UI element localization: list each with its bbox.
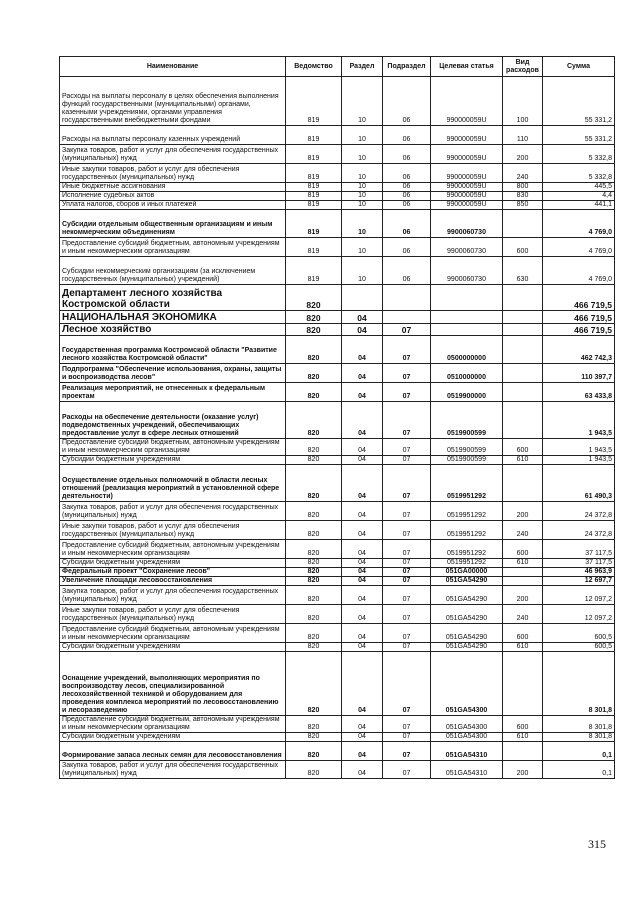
cell-razdel: 04 bbox=[342, 605, 383, 624]
cell-target-article: 0519951292 bbox=[431, 521, 503, 540]
cell-target-article: 990000059U bbox=[431, 192, 503, 201]
cell-vedomstvo: 820 bbox=[286, 285, 342, 311]
table-row bbox=[60, 145, 615, 164]
cell-podrazdel: 07 bbox=[383, 364, 431, 383]
cell-podrazdel: 07 bbox=[383, 540, 431, 559]
cell-podrazdel: 07 bbox=[383, 383, 431, 402]
cell-sum: 4,4 bbox=[543, 192, 615, 201]
cell-target-article: 0519900000 bbox=[431, 383, 503, 402]
table-row bbox=[60, 465, 615, 502]
cell-razdel: 04 bbox=[342, 521, 383, 540]
table-row bbox=[60, 77, 615, 126]
cell-expense-type bbox=[503, 383, 543, 402]
cell-podrazdel: 07 bbox=[383, 643, 431, 652]
table-row bbox=[60, 652, 615, 716]
cell-name: Исполнение судебных актов bbox=[60, 192, 286, 201]
cell-target-article: 0519951292 bbox=[431, 559, 503, 568]
cell-podrazdel: 07 bbox=[383, 761, 431, 779]
cell-target-article: 9900060730 bbox=[431, 238, 503, 257]
table-row bbox=[60, 742, 615, 761]
cell-sum: 466 719,5 bbox=[543, 285, 615, 311]
cell-sum: 0,1 bbox=[543, 761, 615, 779]
table-row bbox=[60, 238, 615, 257]
col-podrazdel-header: Подраздел bbox=[383, 57, 431, 77]
cell-expense-type bbox=[503, 285, 543, 311]
table-row bbox=[60, 383, 615, 402]
table-row bbox=[60, 568, 615, 577]
cell-target-article: 990000059U bbox=[431, 164, 503, 183]
cell-name: Федеральный проект "Сохранение лесов" bbox=[60, 568, 286, 577]
cell-expense-type: 830 bbox=[503, 192, 543, 201]
cell-expense-type: 600 bbox=[503, 439, 543, 456]
cell-vedomstvo: 819 bbox=[286, 257, 342, 285]
cell-razdel: 04 bbox=[342, 643, 383, 652]
cell-vedomstvo: 820 bbox=[286, 742, 342, 761]
page-number: 315 bbox=[588, 837, 606, 851]
cell-vedomstvo: 820 bbox=[286, 439, 342, 456]
cell-target-article: 051GA54290 bbox=[431, 586, 503, 605]
cell-vedomstvo: 820 bbox=[286, 456, 342, 465]
col-target-article-header: Целевая статья bbox=[431, 57, 503, 77]
cell-podrazdel: 07 bbox=[383, 402, 431, 439]
cell-razdel: 04 bbox=[342, 383, 383, 402]
table-row bbox=[60, 586, 615, 605]
cell-razdel: 10 bbox=[342, 238, 383, 257]
cell-sum: 462 742,3 bbox=[543, 336, 615, 364]
cell-podrazdel: 06 bbox=[383, 183, 431, 192]
cell-sum: 600,5 bbox=[543, 643, 615, 652]
cell-podrazdel: 07 bbox=[383, 521, 431, 540]
cell-sum: 441,1 bbox=[543, 201, 615, 210]
cell-expense-type: 100 bbox=[503, 77, 543, 126]
cell-vedomstvo: 819 bbox=[286, 201, 342, 210]
cell-podrazdel: 07 bbox=[383, 577, 431, 586]
cell-podrazdel: 06 bbox=[383, 257, 431, 285]
cell-sum: 445,5 bbox=[543, 183, 615, 192]
table-row bbox=[60, 257, 615, 285]
table-header bbox=[60, 57, 615, 77]
cell-podrazdel: 07 bbox=[383, 568, 431, 577]
cell-podrazdel: 07 bbox=[383, 742, 431, 761]
cell-name: Расходы на обеспечение деятельности (оказание услуг) подведомственных учреждений, обеспечивающих предоставление услуг в сфере лесных отношений bbox=[60, 402, 286, 439]
cell-podrazdel: 07 bbox=[383, 502, 431, 521]
cell-vedomstvo: 820 bbox=[286, 716, 342, 733]
cell-razdel: 10 bbox=[342, 192, 383, 201]
cell-vedomstvo: 819 bbox=[286, 210, 342, 238]
cell-name: Закупка товаров, работ и услуг для обеспечения государственных (муниципальных) нужд bbox=[60, 586, 286, 605]
cell-vedomstvo: 819 bbox=[286, 77, 342, 126]
cell-razdel: 04 bbox=[342, 733, 383, 742]
cell-name: Иные бюджетные ассигнования bbox=[60, 183, 286, 192]
cell-sum: 1 943,5 bbox=[543, 456, 615, 465]
cell-sum: 8 301,8 bbox=[543, 716, 615, 733]
cell-expense-type bbox=[503, 311, 543, 324]
cell-podrazdel: 07 bbox=[383, 586, 431, 605]
cell-podrazdel bbox=[383, 311, 431, 324]
cell-expense-type: 800 bbox=[503, 183, 543, 192]
cell-name: Иные закупки товаров, работ и услуг для обеспечения государственных (муниципальных) нужд bbox=[60, 164, 286, 183]
cell-podrazdel: 07 bbox=[383, 559, 431, 568]
cell-razdel: 04 bbox=[342, 336, 383, 364]
cell-sum: 24 372,8 bbox=[543, 521, 615, 540]
cell-razdel: 04 bbox=[342, 402, 383, 439]
cell-expense-type: 850 bbox=[503, 201, 543, 210]
cell-target-article: 9900060730 bbox=[431, 210, 503, 238]
cell-name: Субсидии бюджетным учреждениям bbox=[60, 456, 286, 465]
table-row bbox=[60, 311, 615, 324]
cell-razdel: 04 bbox=[342, 502, 383, 521]
table-row bbox=[60, 285, 615, 311]
cell-vedomstvo: 819 bbox=[286, 192, 342, 201]
cell-podrazdel: 06 bbox=[383, 210, 431, 238]
table-row bbox=[60, 643, 615, 652]
cell-sum: 110 397,7 bbox=[543, 364, 615, 383]
cell-expense-type: 610 bbox=[503, 643, 543, 652]
cell-razdel: 04 bbox=[342, 364, 383, 383]
cell-name: Субсидии некоммерческим организациям (за исключением государственных (муниципальных) учреждений) bbox=[60, 257, 286, 285]
cell-podrazdel: 07 bbox=[383, 733, 431, 742]
cell-target-article: 0519900599 bbox=[431, 439, 503, 456]
cell-vedomstvo: 819 bbox=[286, 145, 342, 164]
cell-expense-type bbox=[503, 336, 543, 364]
cell-sum: 61 490,3 bbox=[543, 465, 615, 502]
cell-expense-type: 600 bbox=[503, 238, 543, 257]
table-row bbox=[60, 577, 615, 586]
cell-name: Расходы на выплаты персоналу в целях обеспечения выполнения функций государственными (муниципальными) органами, казенными учреждениями, органами управления государственными внебюджетными фондами bbox=[60, 77, 286, 126]
cell-vedomstvo: 820 bbox=[286, 465, 342, 502]
cell-target-article: 0519951292 bbox=[431, 465, 503, 502]
table-row bbox=[60, 201, 615, 210]
cell-name: Субсидии бюджетным учреждениям bbox=[60, 559, 286, 568]
cell-expense-type: 600 bbox=[503, 624, 543, 643]
cell-expense-type bbox=[503, 210, 543, 238]
cell-sum: 55 331,2 bbox=[543, 77, 615, 126]
cell-podrazdel: 07 bbox=[383, 456, 431, 465]
cell-target-article: 051GA54300 bbox=[431, 733, 503, 742]
cell-expense-type bbox=[503, 568, 543, 577]
cell-name: Оснащение учреждений, выполняющих мероприятия по воспроизводству лесов, специализированной лесохозяйственной техникой и оборудованием для проведения комплекса мероприятий по лесовосстановлению и лесоразведению bbox=[60, 652, 286, 716]
cell-expense-type: 600 bbox=[503, 540, 543, 559]
cell-razdel: 04 bbox=[342, 742, 383, 761]
cell-sum: 46 963,9 bbox=[543, 568, 615, 577]
cell-sum: 55 331,2 bbox=[543, 126, 615, 145]
cell-target-article: 0519951292 bbox=[431, 540, 503, 559]
cell-podrazdel: 07 bbox=[383, 465, 431, 502]
cell-name: Увеличение площади лесовосстановления bbox=[60, 577, 286, 586]
cell-expense-type bbox=[503, 742, 543, 761]
col-name-header: Наименование bbox=[60, 57, 286, 77]
cell-target-article: 990000059U bbox=[431, 201, 503, 210]
cell-razdel: 10 bbox=[342, 210, 383, 238]
cell-target-article: 0500000000 bbox=[431, 336, 503, 364]
cell-sum: 1 943,5 bbox=[543, 439, 615, 456]
cell-name: Закупка товаров, работ и услуг для обеспечения государственных (муниципальных) нужд bbox=[60, 761, 286, 779]
cell-podrazdel: 06 bbox=[383, 164, 431, 183]
cell-expense-type: 200 bbox=[503, 145, 543, 164]
cell-vedomstvo: 820 bbox=[286, 559, 342, 568]
table-row bbox=[60, 521, 615, 540]
cell-sum: 37 117,5 bbox=[543, 540, 615, 559]
cell-name: Расходы на выплаты персоналу казенных учреждений bbox=[60, 126, 286, 145]
cell-vedomstvo: 819 bbox=[286, 238, 342, 257]
col-razdel-header: Раздел bbox=[342, 57, 383, 77]
cell-name: Закупка товаров, работ и услуг для обеспечения государственных (муниципальных) нужд bbox=[60, 502, 286, 521]
cell-target-article bbox=[431, 285, 503, 311]
cell-podrazdel: 07 bbox=[383, 652, 431, 716]
table-row bbox=[60, 502, 615, 521]
cell-razdel: 10 bbox=[342, 257, 383, 285]
cell-expense-type bbox=[503, 652, 543, 716]
cell-podrazdel: 06 bbox=[383, 192, 431, 201]
cell-sum: 0,1 bbox=[543, 742, 615, 761]
cell-podrazdel: 07 bbox=[383, 336, 431, 364]
cell-expense-type bbox=[503, 324, 543, 336]
cell-name: Субсидии отдельным общественным организациям и иным некоммерческим объединениям bbox=[60, 210, 286, 238]
cell-vedomstvo: 820 bbox=[286, 761, 342, 779]
cell-vedomstvo: 820 bbox=[286, 383, 342, 402]
cell-razdel: 04 bbox=[342, 577, 383, 586]
cell-target-article: 9900060730 bbox=[431, 257, 503, 285]
table-row bbox=[60, 456, 615, 465]
table-row bbox=[60, 761, 615, 779]
table-row bbox=[60, 126, 615, 145]
cell-name: Осуществление отдельных полномочий в области лесных отношений (реализация мероприятий в установленной сфере деятельности) bbox=[60, 465, 286, 502]
cell-razdel: 04 bbox=[342, 761, 383, 779]
cell-name: Предоставление субсидий бюджетным, автономным учреждениям и иным некоммерческим организациям bbox=[60, 716, 286, 733]
cell-target-article: 0510000000 bbox=[431, 364, 503, 383]
cell-target-article: 051GA54310 bbox=[431, 742, 503, 761]
cell-podrazdel: 07 bbox=[383, 605, 431, 624]
cell-expense-type: 240 bbox=[503, 164, 543, 183]
cell-expense-type: 240 bbox=[503, 605, 543, 624]
table-row bbox=[60, 559, 615, 568]
header-row bbox=[60, 57, 615, 77]
cell-sum: 466 719,5 bbox=[543, 324, 615, 336]
cell-target-article: 990000059U bbox=[431, 126, 503, 145]
cell-name: Департамент лесного хозяйства Костромской области bbox=[60, 285, 286, 311]
cell-sum: 8 301,8 bbox=[543, 652, 615, 716]
cell-target-article: 051GA54290 bbox=[431, 577, 503, 586]
cell-razdel: 04 bbox=[342, 311, 383, 324]
table-row bbox=[60, 605, 615, 624]
table-row bbox=[60, 364, 615, 383]
cell-name: Подпрограмма "Обеспечение использования, охраны, защиты и воспроизводства лесов" bbox=[60, 364, 286, 383]
cell-podrazdel: 07 bbox=[383, 624, 431, 643]
cell-name: Иные закупки товаров, работ и услуг для обеспечения государственных (муниципальных) нужд bbox=[60, 605, 286, 624]
table-row bbox=[60, 624, 615, 643]
cell-razdel: 04 bbox=[342, 559, 383, 568]
cell-vedomstvo: 820 bbox=[286, 624, 342, 643]
cell-sum: 5 332,8 bbox=[543, 145, 615, 164]
cell-vedomstvo: 819 bbox=[286, 183, 342, 192]
cell-podrazdel: 06 bbox=[383, 238, 431, 257]
cell-razdel: 04 bbox=[342, 568, 383, 577]
cell-name: Предоставление субсидий бюджетным, автономным учреждениям и иным некоммерческим организациям bbox=[60, 540, 286, 559]
cell-razdel: 10 bbox=[342, 126, 383, 145]
cell-razdel: 10 bbox=[342, 183, 383, 192]
cell-name: Уплата налогов, сборов и иных платежей bbox=[60, 201, 286, 210]
cell-sum: 8 301,8 bbox=[543, 733, 615, 742]
cell-name: НАЦИОНАЛЬНАЯ ЭКОНОМИКА bbox=[60, 311, 286, 324]
cell-razdel: 04 bbox=[342, 465, 383, 502]
cell-name: Субсидии бюджетным учреждениям bbox=[60, 733, 286, 742]
cell-target-article: 990000059U bbox=[431, 183, 503, 192]
cell-razdel: 04 bbox=[342, 324, 383, 336]
cell-razdel: 04 bbox=[342, 624, 383, 643]
cell-razdel: 04 bbox=[342, 586, 383, 605]
cell-target-article: 051GA54300 bbox=[431, 652, 503, 716]
cell-podrazdel: 06 bbox=[383, 126, 431, 145]
col-vedomstvo-header: Ведомство bbox=[286, 57, 342, 77]
cell-sum: 466 719,5 bbox=[543, 311, 615, 324]
cell-podrazdel: 06 bbox=[383, 77, 431, 126]
cell-sum: 37 117,5 bbox=[543, 559, 615, 568]
cell-target-article: 0519900599 bbox=[431, 402, 503, 439]
cell-vedomstvo: 820 bbox=[286, 577, 342, 586]
table-row bbox=[60, 324, 615, 336]
cell-name: Закупка товаров, работ и услуг для обеспечения государственных (муниципальных) нужд bbox=[60, 145, 286, 164]
cell-expense-type: 240 bbox=[503, 521, 543, 540]
table-row bbox=[60, 192, 615, 201]
table-row bbox=[60, 716, 615, 733]
cell-name: Формирование запаса лесных семян для лесовосстановления bbox=[60, 742, 286, 761]
cell-sum: 12 097,2 bbox=[543, 605, 615, 624]
cell-name: Предоставление субсидий бюджетным, автономным учреждениям и иным некоммерческим организациям bbox=[60, 238, 286, 257]
cell-vedomstvo: 820 bbox=[286, 364, 342, 383]
cell-razdel: 10 bbox=[342, 201, 383, 210]
cell-vedomstvo: 820 bbox=[286, 733, 342, 742]
cell-expense-type bbox=[503, 402, 543, 439]
cell-expense-type: 110 bbox=[503, 126, 543, 145]
cell-razdel: 10 bbox=[342, 77, 383, 126]
cell-sum: 5 332,8 bbox=[543, 164, 615, 183]
cell-name: Иные закупки товаров, работ и услуг для обеспечения государственных (муниципальных) нужд bbox=[60, 521, 286, 540]
table-row bbox=[60, 164, 615, 183]
cell-podrazdel: 07 bbox=[383, 716, 431, 733]
cell-expense-type: 610 bbox=[503, 733, 543, 742]
cell-vedomstvo: 820 bbox=[286, 652, 342, 716]
cell-name: Предоставление субсидий бюджетным, автономным учреждениям и иным некоммерческим организациям bbox=[60, 439, 286, 456]
cell-expense-type: 600 bbox=[503, 716, 543, 733]
cell-vedomstvo: 820 bbox=[286, 643, 342, 652]
cell-target-article: 990000059U bbox=[431, 77, 503, 126]
cell-razdel: 04 bbox=[342, 652, 383, 716]
cell-name: Предоставление субсидий бюджетным, автономным учреждениям и иным некоммерческим организациям bbox=[60, 624, 286, 643]
cell-sum: 4 769,0 bbox=[543, 257, 615, 285]
cell-podrazdel: 07 bbox=[383, 324, 431, 336]
cell-podrazdel bbox=[383, 285, 431, 311]
cell-sum: 12 097,2 bbox=[543, 586, 615, 605]
cell-target-article bbox=[431, 311, 503, 324]
cell-vedomstvo: 819 bbox=[286, 126, 342, 145]
cell-razdel: 04 bbox=[342, 540, 383, 559]
cell-expense-type: 610 bbox=[503, 456, 543, 465]
table-row bbox=[60, 540, 615, 559]
cell-sum: 63 433,8 bbox=[543, 383, 615, 402]
cell-vedomstvo: 820 bbox=[286, 311, 342, 324]
cell-vedomstvo: 819 bbox=[286, 164, 342, 183]
cell-razdel: 10 bbox=[342, 145, 383, 164]
table-row bbox=[60, 402, 615, 439]
cell-target-article: 051GA54290 bbox=[431, 624, 503, 643]
cell-sum: 4 769,0 bbox=[543, 238, 615, 257]
cell-target-article: 051GA54310 bbox=[431, 761, 503, 779]
cell-target-article: 051GA54290 bbox=[431, 605, 503, 624]
cell-razdel: 04 bbox=[342, 716, 383, 733]
cell-vedomstvo: 820 bbox=[286, 586, 342, 605]
cell-expense-type bbox=[503, 364, 543, 383]
table-row bbox=[60, 183, 615, 192]
table-row bbox=[60, 439, 615, 456]
cell-razdel: 04 bbox=[342, 439, 383, 456]
cell-sum: 4 769,0 bbox=[543, 210, 615, 238]
cell-vedomstvo: 820 bbox=[286, 502, 342, 521]
col-sum-header: Сумма bbox=[543, 57, 615, 77]
cell-podrazdel: 07 bbox=[383, 439, 431, 456]
table-row bbox=[60, 210, 615, 238]
cell-sum: 24 372,8 bbox=[543, 502, 615, 521]
cell-expense-type: 200 bbox=[503, 586, 543, 605]
cell-vedomstvo: 820 bbox=[286, 336, 342, 364]
cell-sum: 1 943,5 bbox=[543, 402, 615, 439]
cell-vedomstvo: 820 bbox=[286, 540, 342, 559]
cell-podrazdel: 06 bbox=[383, 145, 431, 164]
cell-target-article: 051GA54290 bbox=[431, 643, 503, 652]
cell-vedomstvo: 820 bbox=[286, 521, 342, 540]
cell-vedomstvo: 820 bbox=[286, 568, 342, 577]
table-body bbox=[60, 77, 615, 779]
cell-target-article: 051GA00000 bbox=[431, 568, 503, 577]
cell-expense-type: 610 bbox=[503, 559, 543, 568]
cell-target-article: 990000059U bbox=[431, 145, 503, 164]
cell-expense-type bbox=[503, 577, 543, 586]
cell-name: Реализация мероприятий, не отнесенных к федеральным проектам bbox=[60, 383, 286, 402]
cell-target-article: 0519900599 bbox=[431, 456, 503, 465]
table-row bbox=[60, 336, 615, 364]
cell-expense-type: 200 bbox=[503, 502, 543, 521]
budget-table bbox=[59, 56, 615, 779]
cell-sum: 600,5 bbox=[543, 624, 615, 643]
cell-target-article: 0519951292 bbox=[431, 502, 503, 521]
table-row bbox=[60, 733, 615, 742]
cell-expense-type: 200 bbox=[503, 761, 543, 779]
cell-razdel bbox=[342, 285, 383, 311]
cell-vedomstvo: 820 bbox=[286, 605, 342, 624]
cell-name: Субсидии бюджетным учреждениям bbox=[60, 643, 286, 652]
cell-razdel: 04 bbox=[342, 456, 383, 465]
cell-name: Лесное хозяйство bbox=[60, 324, 286, 336]
cell-expense-type bbox=[503, 465, 543, 502]
cell-podrazdel: 06 bbox=[383, 201, 431, 210]
cell-expense-type: 630 bbox=[503, 257, 543, 285]
cell-razdel: 10 bbox=[342, 164, 383, 183]
cell-target-article: 051GA54300 bbox=[431, 716, 503, 733]
cell-vedomstvo: 820 bbox=[286, 402, 342, 439]
cell-sum: 12 697,7 bbox=[543, 577, 615, 586]
cell-target-article bbox=[431, 324, 503, 336]
col-expense-type-header: Вид расходов bbox=[503, 57, 543, 77]
cell-vedomstvo: 820 bbox=[286, 324, 342, 336]
cell-name: Государственная программа Костромской области "Развитие лесного хозяйства Костромской области" bbox=[60, 336, 286, 364]
